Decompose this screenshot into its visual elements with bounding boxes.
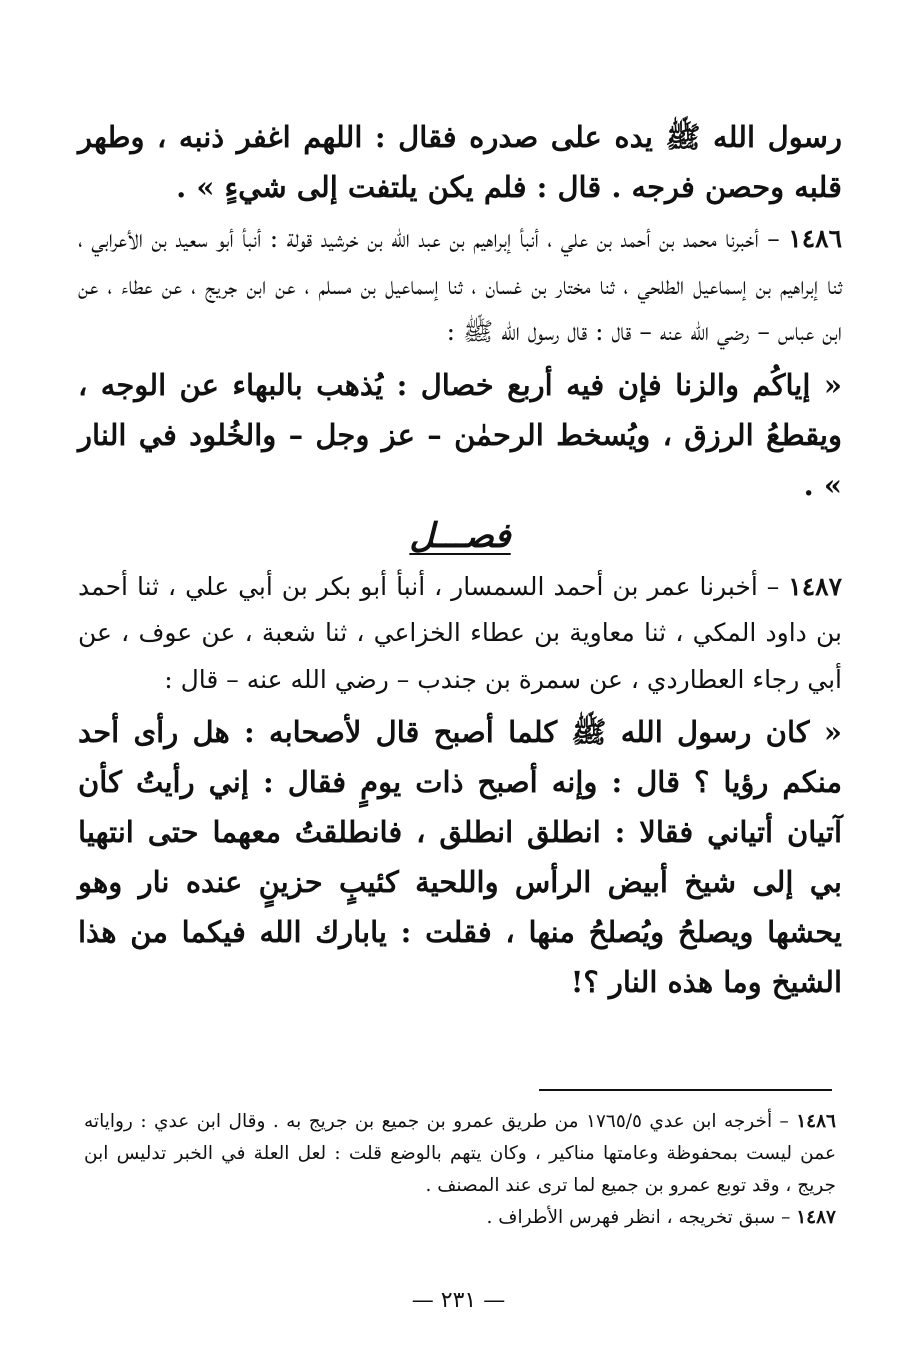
- isnad-text: – أخبرنا محمد بن أحمد بن علي ، أنبأ إبراهيم بن عبد الله بن خرشيد قولة : أنبأ أبو سعيد بن الأعرابي ، ثنا إبراهيم بن إسماعيل الطلحي ، ثنا مختار بن غسان ، ثنا إسماعيل بن مسلم ، عن ابن جريج ، عن عطاء ، عن ابن عباس – رضي الله عنه – قال : قال رسول الله ﷺ :: [78, 224, 842, 346]
- footnote-divider: [539, 1089, 832, 1091]
- section-heading: فصـــل: [409, 515, 511, 556]
- footnote-1486: [84, 1106, 836, 1202]
- footnotes: [84, 1106, 836, 1234]
- footnote-number: ١٤٨٦: [796, 1111, 836, 1132]
- isnad-text: – أخبرنا عمر بن أحمد السمسار ، أنبأ أبو بكر بن أبي علي ، ثنا أحمد بن داود المكي ، ثنا معاوية بن عطاء الخزاعي ، ثنا شعبة ، عن عوف ، عن أبي رجاء العطاردي ، عن سمرة بن جندب – رضي الله عنه – قال :: [78, 571, 842, 694]
- continued-hadith-text: رسول الله ﷺ يده على صدره فقال : اللهم اغفر ذنبه ، وطهر قلبه وحصن فرجه . قال : فلم يكن يلتفت إلى شيءٍ » .: [78, 120, 842, 204]
- hadith-number: ١٤٨٦: [788, 224, 842, 253]
- hadith-number: ١٤٨٧: [788, 571, 842, 601]
- hadith-1486-text: « إياكُم والزنا فإن فيه أربع خصال : يُذهب بالبهاء عن الوجه ، ويقطعُ الرزق ، ويُسخط الرحمٰن – عز وجل – والخُلود في النار » .: [78, 367, 842, 502]
- footnote-number: ١٤٨٧: [796, 1207, 836, 1228]
- hadith-1487-chain: [78, 564, 842, 704]
- footnote-text: – أخرجه ابن عدي ١٧٦٥/٥ من طريق عمرو بن جميع بن جريج به . وقال ابن عدي : رواياته عمن ليست بمحفوظة وعامتها مناكير ، وكان يتهم بالوضع قلت : لعل العلة في الخبر تدليس ابن جريج ، وقد توبع عمرو بن جميع لما ترى عند المصنف .: [84, 1111, 836, 1196]
- footnote-text: – سبق تخريجه ، انظر فهرس الأطراف .: [486, 1207, 797, 1228]
- hadith-1486-chain: [78, 216, 842, 356]
- hadith-1487-text: « كان رسول الله ﷺ كلما أصبح قال لأصحابه : هل رأى أحد منكم رؤيا ؟ قال : وإنه أصبح ذات يومٍ فقال : إني رأيتُ كأن آتيان أتياني فقالا : انطلق انطلق ، فانطلقتُ معهما حتى انتهيا بي إلى شيخ أبيض الرأس واللحية كئيبٍ حزينٍ عنده نار وهو يحشها ويصلحُ ويُصلحُ منها ، فقلت : يابارك الله فيكما من هذا الشيخ وما هذه النار ؟!: [78, 715, 842, 999]
- page-number: — ٢٣١ —: [411, 1288, 506, 1313]
- footnote-1487: [84, 1202, 836, 1234]
- main-text: [78, 112, 842, 1007]
